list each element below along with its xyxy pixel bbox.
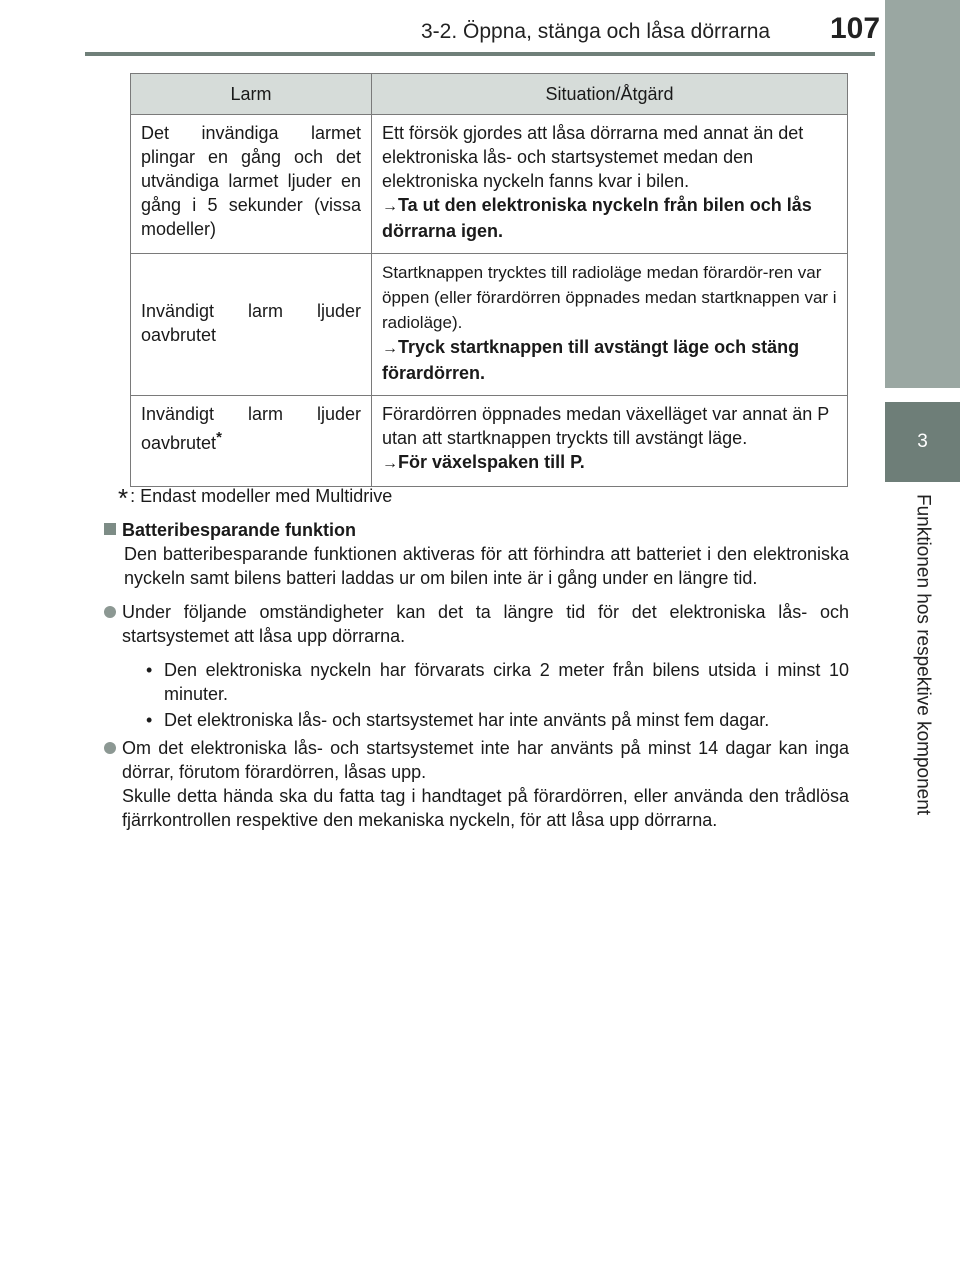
- chapter-title: Funktionen hos respektive komponent: [912, 494, 934, 816]
- chapter-number-tab: [885, 402, 960, 482]
- table-header-situation: Situation/Åtgärd: [372, 74, 848, 115]
- list-item: [104, 600, 849, 648]
- bullet-text-part1: Om det elektroniska lås- och startsystemet inte har använts på minst 14 dagar kan inga dörrar, förutom förardörren, låsas upp.: [122, 738, 849, 782]
- chapter-number: 3: [917, 431, 928, 452]
- sub-item-text: Den elektroniska nyckeln har förvarats cirka 2 meter från bilens utsida i minst 10 minuter.: [164, 660, 849, 704]
- page-number: 107: [830, 12, 881, 45]
- sub-item-text: Det elektroniska lås- och startsystemet har inte använts på minst fem dagar.: [164, 710, 770, 730]
- action-text: För växelspaken till P.: [398, 452, 585, 472]
- bullet-text-part2: Skulle detta hända ska du fatta tag i handtaget på förardörren, eller använda den trådlösa fjärrkontrollen respektive den mekaniska nyckeln, för att låsa upp dörrarna.: [122, 786, 849, 830]
- footnote-text: : Endast modeller med Multidrive: [130, 486, 393, 506]
- table-header-alarm: Larm: [131, 74, 372, 115]
- situation-text: Ett försök gjordes att låsa dörrarna med annat än det elektroniska lås- och startsystemet medan den elektroniska nyckeln fanns kvar i bilen.: [382, 123, 804, 191]
- arrow-icon: →: [382, 455, 398, 472]
- alarm-cell: [131, 115, 372, 254]
- battery-saving-section: [104, 518, 849, 832]
- table-row: [131, 254, 848, 396]
- section-intro: Den batteribesparande funktionen aktiveras för att förhindra att batteriet i den elektroniska nyckeln samt bilens batteri laddas ur om bilen inte är i gång under en längre tid.: [124, 544, 849, 588]
- bullet-text: [122, 736, 849, 832]
- situation-cell: [372, 396, 848, 487]
- header-rule: [85, 52, 875, 56]
- sub-list-item: [146, 658, 849, 706]
- action-text: Ta ut den elektroniska nyckeln från bilen och lås dörrarna igen.: [382, 195, 812, 241]
- alarm-text: Invändigt larm ljuder oavbrutet: [141, 300, 361, 345]
- dot-bullet-icon: •: [146, 660, 153, 680]
- sub-list-item: [146, 708, 849, 732]
- table-header-row: [131, 74, 848, 115]
- arrow-icon: →: [382, 340, 398, 357]
- dot-bullet-icon: •: [146, 710, 153, 730]
- circle-bullet-icon: [104, 742, 116, 754]
- situation-cell: [372, 254, 848, 396]
- list-item: [104, 736, 849, 832]
- footnote-mark: *: [216, 429, 222, 446]
- action-text: Tryck startknappen till avstängt läge och stäng förardörren.: [382, 337, 800, 383]
- alarm-cell: [131, 396, 372, 487]
- arrow-icon: →: [382, 198, 398, 215]
- bullet-text: Under följande omständigheter kan det ta längre tid för det elektroniska lås- och startsystemet att låsa upp dörrarna.: [122, 602, 849, 646]
- alarm-cell: [131, 254, 372, 396]
- alarm-table: [130, 73, 848, 487]
- table-row: [131, 396, 848, 487]
- situation-text: Förardörren öppnades medan växelläget var annat än P utan att startknappen tryckts till avstängt läge.: [382, 404, 829, 448]
- footnote: [118, 483, 392, 514]
- situation-text: Startknappen trycktes till radioläge medan förardör-ren var öppen (eller förardörren öppnades medan startknappen var i radioläge).: [382, 263, 837, 332]
- footnote-star: *: [118, 483, 129, 513]
- alarm-text: Invändigt larm ljuder oavbrutet: [141, 404, 361, 453]
- table-row: [131, 115, 848, 254]
- chapter-title-tab: [885, 482, 960, 872]
- circle-bullet-icon: [104, 606, 116, 618]
- square-bullet-icon: [104, 523, 116, 535]
- section-title: [104, 518, 849, 542]
- header-title: 3-2. Öppna, stänga och låsa dörrarna: [421, 20, 771, 43]
- side-tab-top: [885, 0, 960, 388]
- alarm-text: Det invändiga larmet plingar en gång och det utvändiga larmet ljuder en gång i 5 sekunder (vissa modeller): [141, 123, 361, 239]
- section-title-text: Batteribesparande funktion: [122, 520, 357, 540]
- situation-cell: [372, 115, 848, 254]
